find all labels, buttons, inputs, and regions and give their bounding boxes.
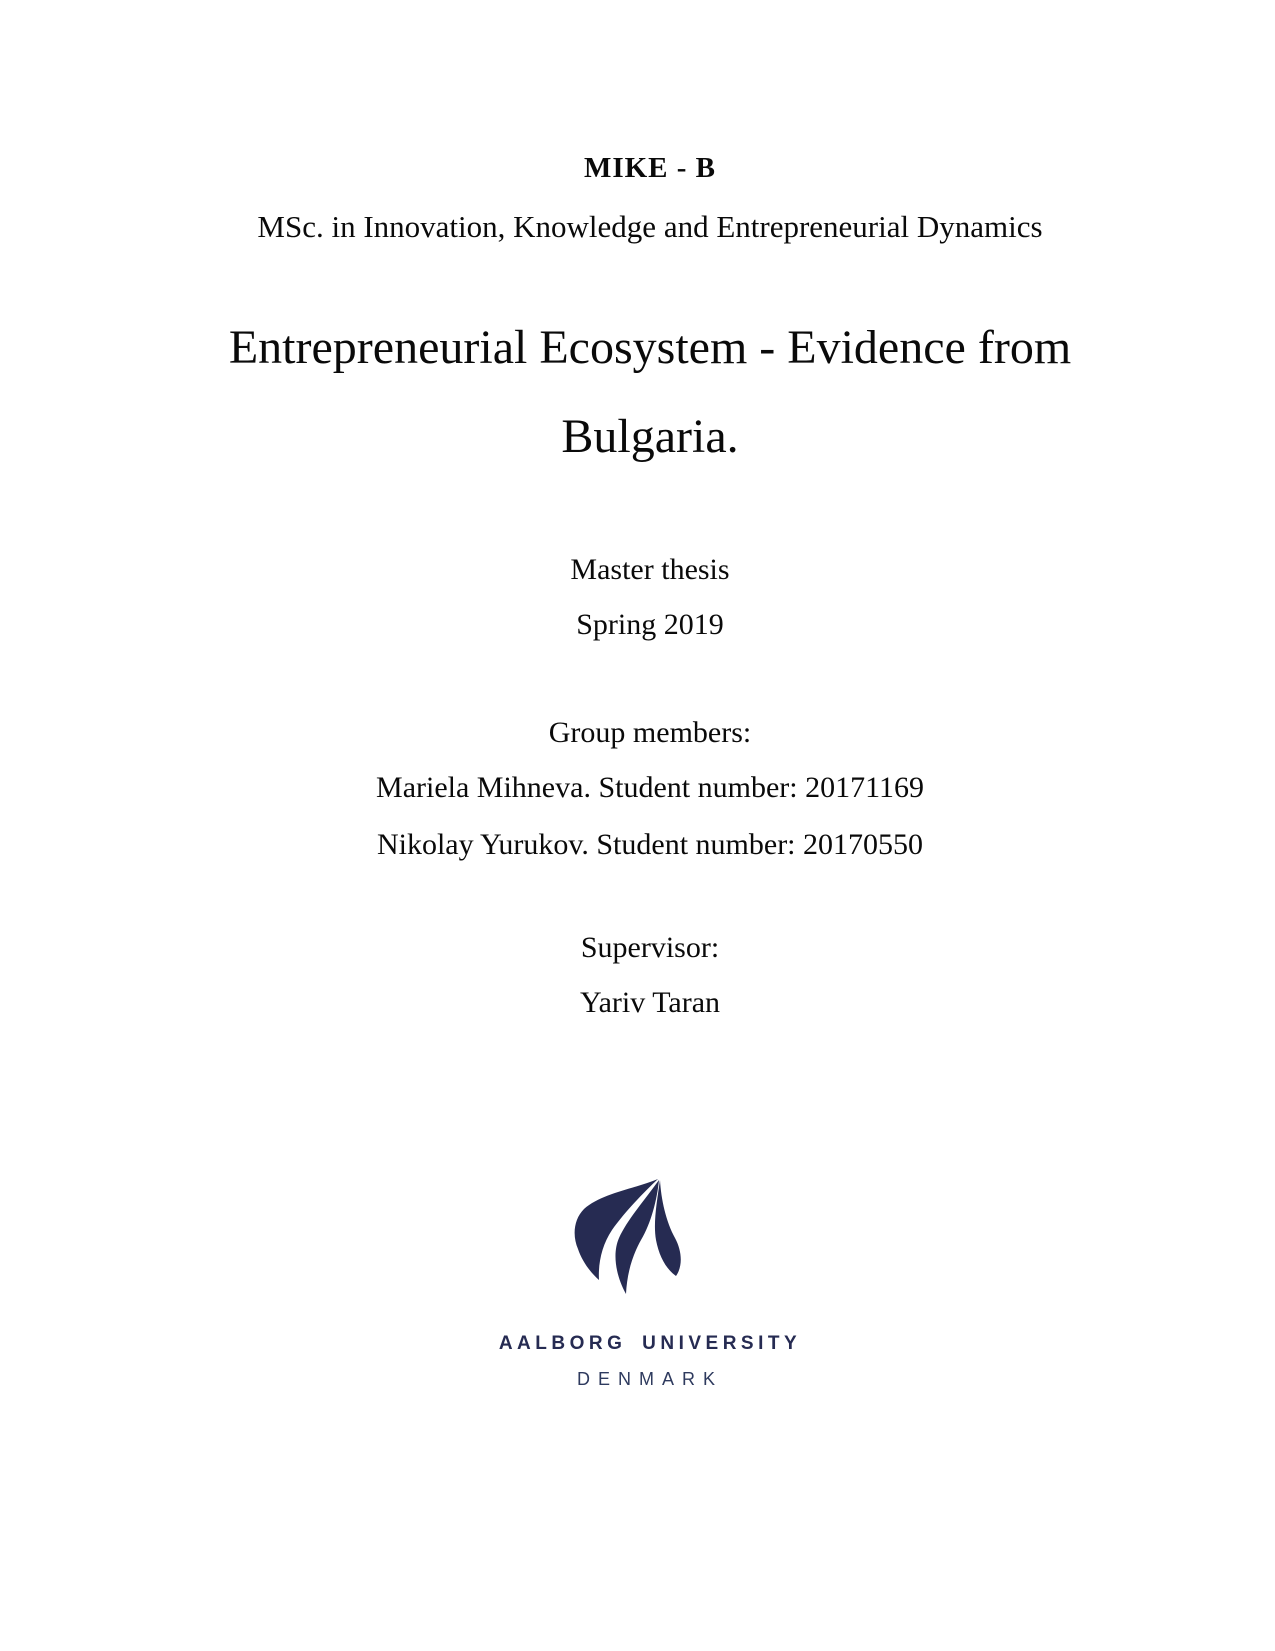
- university-name: AALBORG UNIVERSITY: [498, 1333, 802, 1354]
- university-country: DENMARK: [576, 1369, 723, 1389]
- program-name: MSc. in Innovation, Knowledge and Entrepreneurial Dynamics: [257, 209, 1043, 244]
- aalborg-university-swirl-logo-icon: [572, 1177, 682, 1299]
- thesis-title-line1: Entrepreneurial Ecosystem - Evidence from: [228, 321, 1072, 374]
- group-members-label: Group members:: [548, 716, 752, 749]
- group-member-2: Nikolay Yurukov. Student number: 20170550: [376, 828, 924, 861]
- semester: Spring 2019: [576, 608, 724, 641]
- program-code: MIKE - B: [583, 152, 717, 184]
- thesis-title-line2: Bulgaria.: [561, 410, 739, 463]
- group-member-1: Mariela Mihneva. Student number: 20171169: [376, 771, 924, 804]
- thesis-type: Master thesis: [570, 553, 730, 586]
- supervisor-name: Yariv Taran: [579, 986, 721, 1019]
- supervisor-label: Supervisor:: [580, 931, 720, 964]
